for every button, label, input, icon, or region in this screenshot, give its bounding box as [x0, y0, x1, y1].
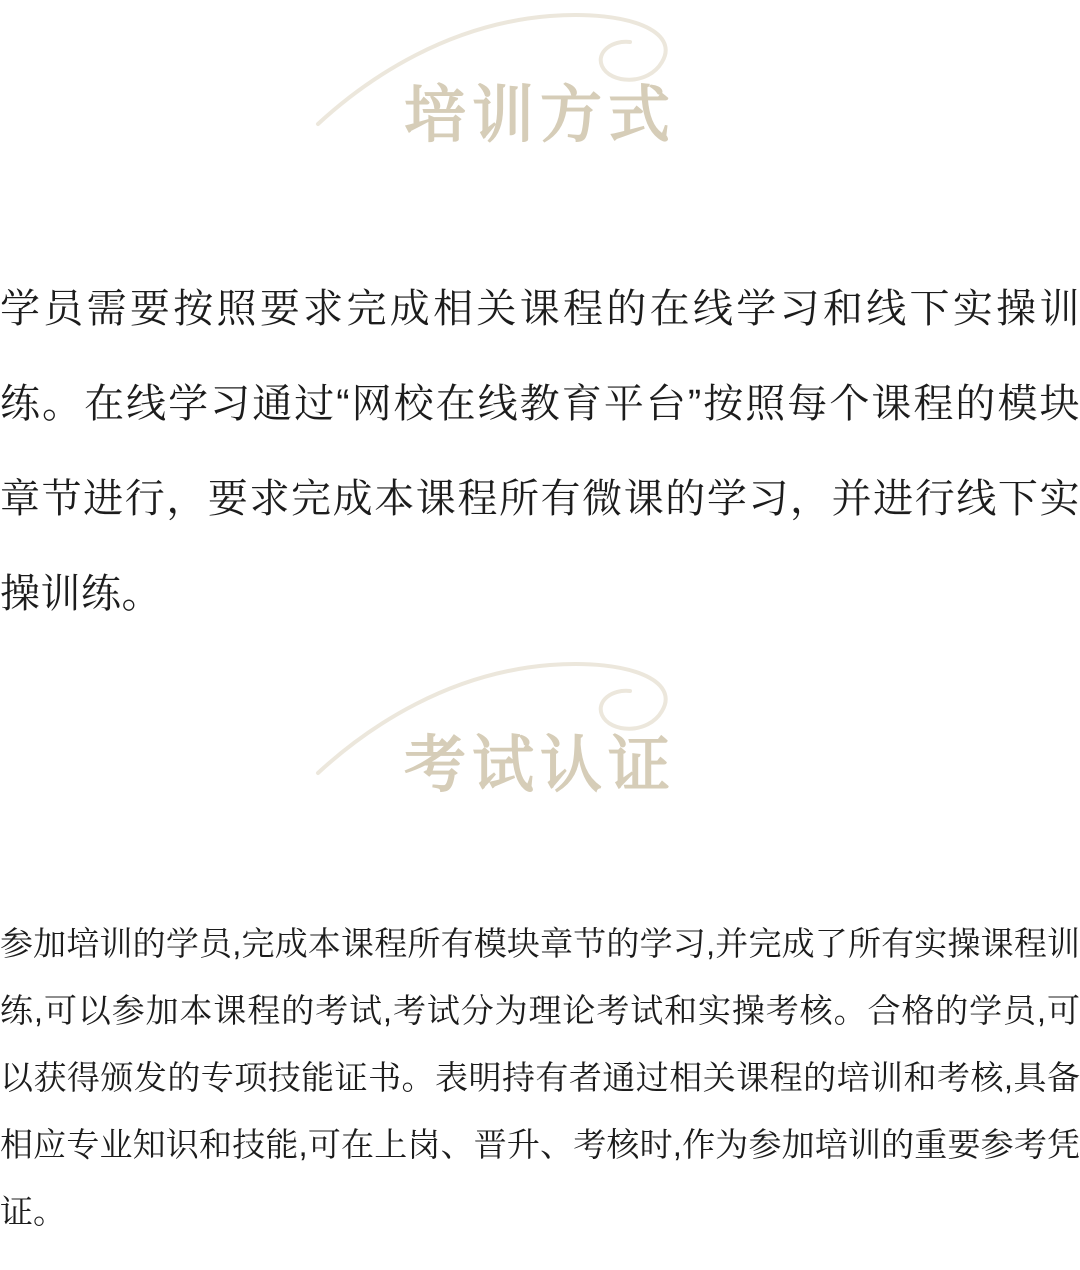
section-title: 培训方式 — [403, 81, 676, 150]
section-heading-block — [0, 0, 1080, 200]
section-exam-certification — [0, 655, 1080, 1230]
section-heading-block — [0, 655, 1080, 845]
section-title: 考试认证 — [403, 731, 676, 800]
section-training-method — [0, 0, 1080, 616]
section-body-text: 参加培训的学员,完成本课程所有模块章节的学习,并完成了所有实操课程训练,可以参加本课程的考试,考试分为理论考试和实操考核。合格的学员,可以获得颁发的专项技能证书。表明持有者通过相关课程的培训和考核,具备相应专业知识和技能,可在上岗、晋升、考核时,作为参加培训的重要参考凭证。 — [0, 925, 1080, 1230]
section-body-text: 学员需要按照要求完成相关课程的在线学习和线下实操训练。在线学习通过“网校在线教育平台”按照每个课程的模块章节进行，要求完成本课程所有微课的学习，并进行线下实操训练。 — [0, 287, 1080, 616]
